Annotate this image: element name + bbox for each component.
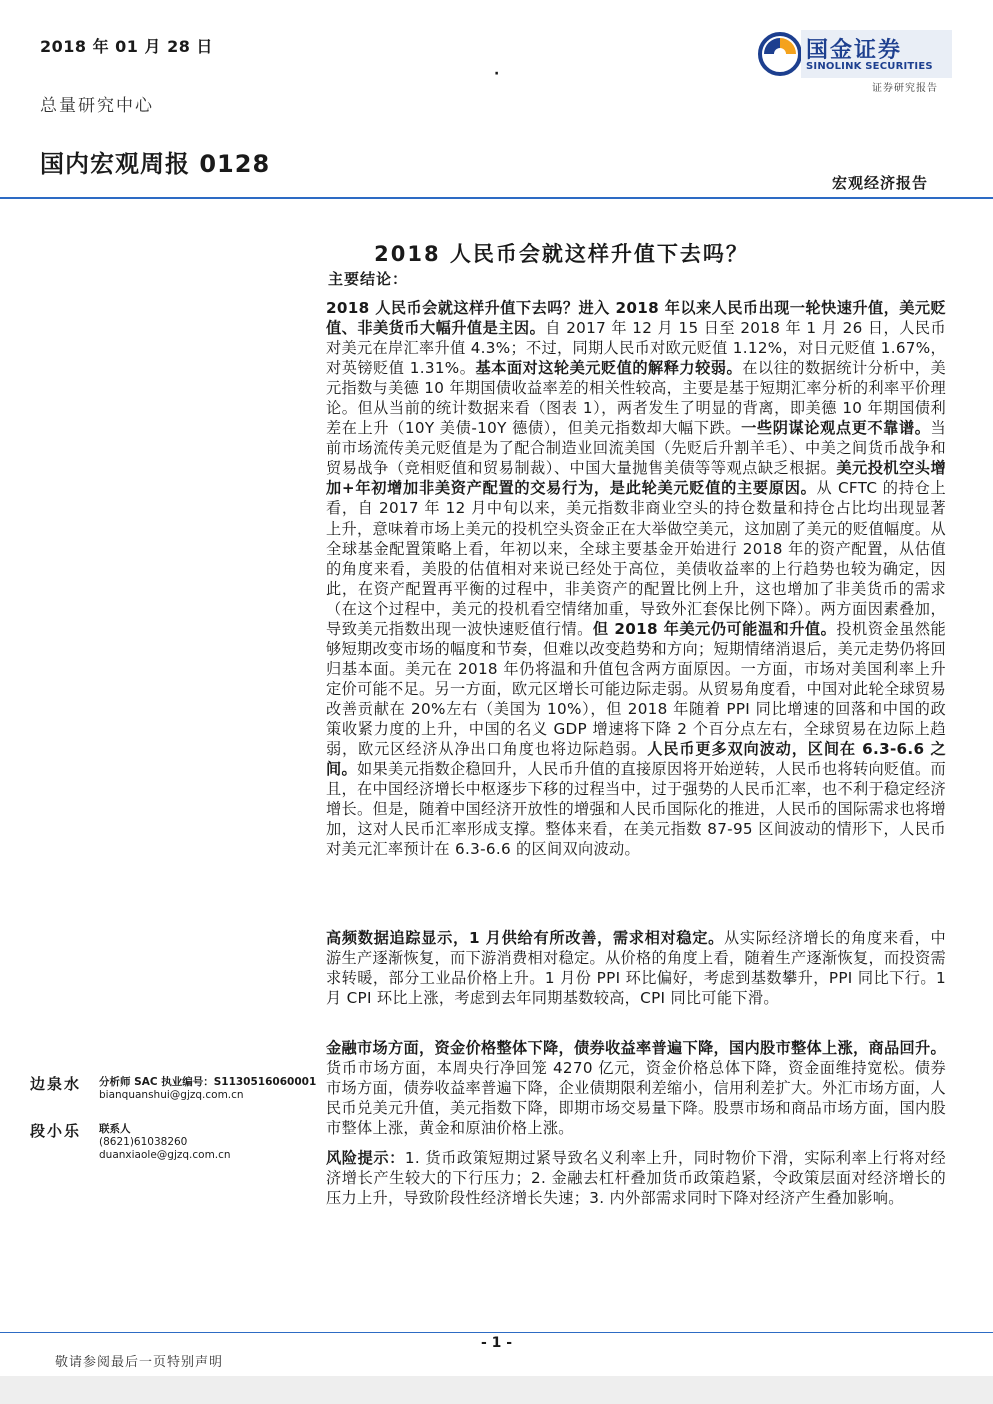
emphasis-text: 金融市场方面，资金价格整体下降，债券收益率普遍下降，国内股市整体上涨，商品回升。 xyxy=(326,1039,946,1057)
analyst-name: 边泉水 xyxy=(30,1075,82,1093)
body-text: 货币市场方面，本周央行净回笼 4270 亿元，资金价格总体下降，资金面维持宽松。债券市场方面，债券收益率普遍下降，企业债期限利差缩小，信用利差扩大。外汇市场方面，人民币兑美元升值，美元指数下降，即期市场交易量下降。股票市场和商品市场方面，国内股市整体上涨，黄金和原油价格上涨。 xyxy=(326,1059,946,1138)
contact-email[interactable]: duanxiaole@gjzq.com.cn xyxy=(99,1149,231,1161)
body-text: 从实际经济增长的角度来看，中游生产逐渐恢复，而下游消费相对稳定。从价格的角度上看，随着生产逐渐恢复，而投资需求转暖，部分工业品价格上升。1 月份 PPI 环比偏好，考虑到基数攀升，PPI 同比下行。1 月 CPI 环比上涨，考虑到去年同期基数较高，CPI 同比可能下滑。 xyxy=(326,929,947,1008)
contact-role: 联系人 xyxy=(99,1123,131,1135)
paragraph-financial-market xyxy=(326,1038,946,1138)
emphasis-text: 2018 人民币会就这样升值下去吗？进入 2018 年以来人民币出现一轮快速升值，美元贬值、非美货币大幅升值是主因。 xyxy=(326,299,946,338)
logo-text-en: SINOLINK SECURITIES xyxy=(806,61,933,72)
contact-info xyxy=(99,1123,231,1162)
body-text: 如果美元指数企稳回升，人民币升值的直接原因将开始逆转，人民币也将转向贬值。而且，在中国经济增长中枢逐步下移的过程当中，过于强势的人民币汇率，也不利于稳定经济增长。但是，随着中国经济开放性的增强和人民币国际化的推进，人民币的国际需求也将增加，这对人民币汇率形成支撑。整体来看，在美元指数 87-95 区间波动的情形下，人民币对美元汇率预计在 6.3-6.6 的区间双向波动。 xyxy=(326,760,946,859)
page-bottom-band xyxy=(0,1376,993,1404)
body-text: 1. 货币政策短期过紧导致名义利率上升，同时物价下滑，实际利率上行将对经济增长产生较大的下行压力；2. 金融去杠杆叠加货币政策趋紧，令政策层面对经济增长的压力上升，导致阶段性经济增长失速；3. 内外部需求同时下降对经济产生叠加影响。 xyxy=(326,1149,946,1208)
body-text: 投机资金虽然能够短期改变市场的幅度和节奏，但难以改变趋势和方向；短期情绪消退后，美元走势仍将回归基本面。美元在 2018 年仍将温和升值包含两方面原因。一方面，市场对美国利率上升定价可能不足。另一方面，欧元区增长可能边际走弱。从贸易角度看，中国对此轮全球贸易改善贡献在 20%左右（美国为 10%），但 2018 年随着 PPI 同比增速的回落和中国的政策收紧力度的上升，中国的名义 GDP 增速将下降 2 个百分点左右，全球贸易在边际上趋弱，欧元区经济从净出口角度也将边际趋弱。 xyxy=(326,619,947,759)
page-number: - 1 - xyxy=(480,1335,513,1351)
paragraph-risk-warning xyxy=(326,1148,946,1208)
footer-disclaimer: 敬请参阅最后一页特别声明 xyxy=(55,1355,224,1370)
headline: 2018 人民币会就这样升值下去吗？ xyxy=(374,242,749,266)
report-date: 2018 年 01 月 28 日 xyxy=(40,37,213,56)
emphasis-text: 高频数据追踪显示，1 月供给有所改善，需求相对稳定。 xyxy=(326,929,725,947)
securities-research-label: 证券研究报告 xyxy=(872,83,938,94)
summary-title: 主要结论： xyxy=(328,270,409,288)
header-divider xyxy=(0,197,993,199)
contact-name: 段小乐 xyxy=(30,1122,82,1140)
paragraph-high-frequency xyxy=(326,928,946,1008)
report-type: 宏观经济报告 xyxy=(832,174,929,192)
header-dot: · xyxy=(494,66,500,82)
analyst-role: 分析师 SAC 执业编号：S1130516060001 xyxy=(99,1076,317,1088)
emphasis-text: 美元投机空头增加+年初增加非美资产配置的交易行为，是此轮美元贬值的主要原因。 xyxy=(326,459,946,498)
body-text: 在以往的数据统计分析中，美元指数与美德 10 年期国债收益率差的相关性较高，主要是基于短期汇率分析的利率平价理论。但从当前的统计数据来看（图表 1），两者发生了明显的背离，即美德 10 年期国债利差在上升（10Y 美债-10Y 德债），但美元指数却大幅下跌。 xyxy=(326,359,946,438)
logo-text-cn: 国金证券 xyxy=(806,38,903,63)
contact-phone: (8621)61038260 xyxy=(99,1136,188,1148)
research-center: 总量研究中心 xyxy=(40,96,154,116)
footer-divider xyxy=(0,1332,993,1333)
paragraph-main-conclusion xyxy=(326,298,946,859)
analyst-info xyxy=(99,1076,316,1102)
body-text: 自 2017 年 12 月 15 日至 2018 年 1 月 26 日，人民币对美元在岸汇率升值 4.3%；不过，同期人民币对欧元贬值 1.12%，对日元贬值 1.67%，对英镑贬值 1.31%。 xyxy=(326,319,947,378)
emphasis-text: 但 2018 年美元仍可能温和升值。 xyxy=(592,619,837,638)
emphasis-text: 人民币更多双向波动，区间在 6.3-6.6 之间。 xyxy=(326,740,946,779)
emphasis-text: 一些阴谋论观点更不靠谱。 xyxy=(741,419,931,438)
analyst-email[interactable]: bianquanshui@gjzq.com.cn xyxy=(99,1089,244,1101)
emphasis-text: 基本面对这轮美元贬值的解释力较弱。 xyxy=(475,359,743,378)
body-text: 当前市场流传美元贬值是为了配合制造业回流美国（先贬后升割羊毛）、中美之间货币战争和贸易战争（竞相贬值和贸易制裁）、中国大量抛售美债等等观点缺乏根据。 xyxy=(326,419,946,478)
body-text: 从 CFTC 的持仓上看，自 2017 年 12 月中旬以来，美元指数非商业空头的持仓数量和持仓占比均出现显著上升，意味着市场上美元的投机空头资金正在大举做空美元，这加剧了美元的贬值幅度。从全球基金配置策略上看，年初以来，全球主要基金开始进行 2018 年的资产配置，从估值的角度来看，美股的估值相对来说已经处于高位，美债收益率的上行趋势也较为确定，因此，在资产配置再平衡的过程中，非美资产的配置比例上升，这也增加了非美货币的需求（在这个过程中，美元的投机看空情绪加重，导致外汇套保比例下降）。两方面因素叠加，导致美元指数出现一波快速贬值行情。 xyxy=(326,479,946,638)
report-title: 国内宏观周报 0128 xyxy=(40,150,271,178)
emphasis-text: 风险提示： xyxy=(326,1149,405,1167)
